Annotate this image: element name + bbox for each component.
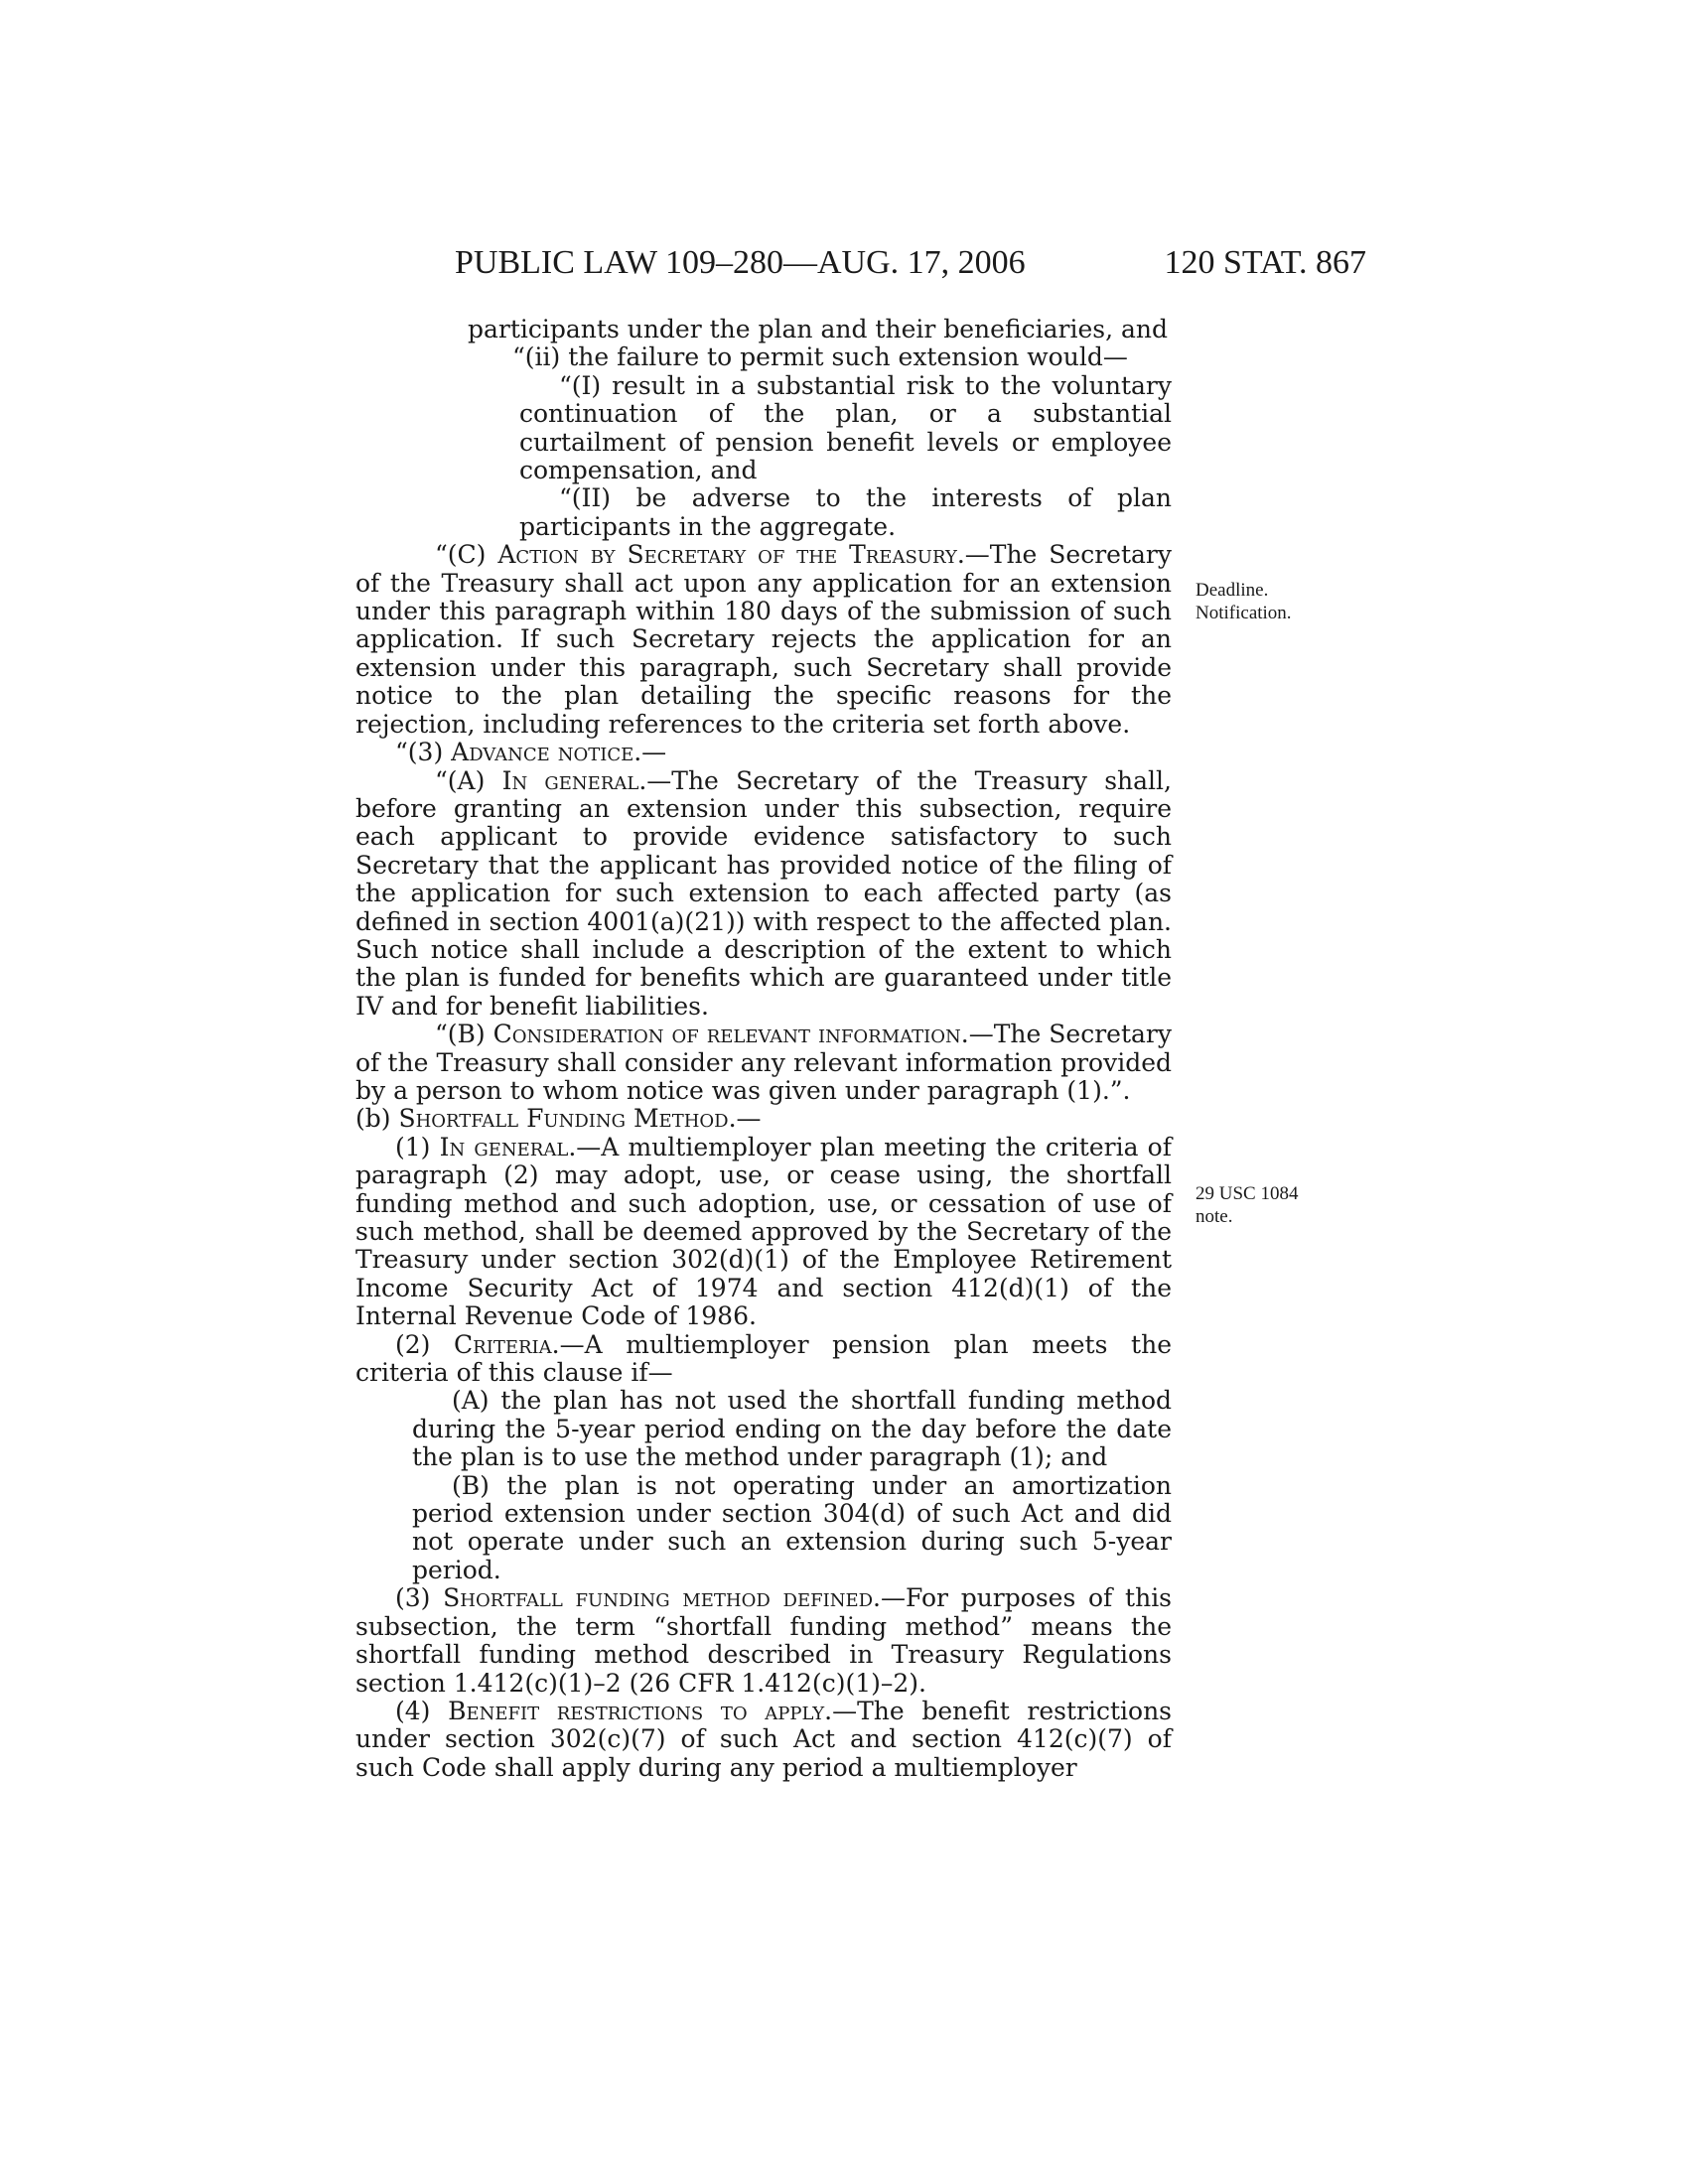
paragraph-lead: (4): [395, 1696, 449, 1725]
paragraph: (B) the plan is not operating under an amortization period extension under section 304(d) of such Act and did not operate under such an extension during such 5-year period.: [412, 1470, 1172, 1584]
margin-note-usc-note-line: note.: [1196, 1206, 1233, 1227]
paragraph-shortfall-defined: [355, 1584, 1172, 1698]
paragraph-consideration: [355, 1021, 1172, 1105]
paragraph-in-general: [355, 767, 1172, 1022]
paragraph-lead: “(3): [395, 738, 452, 767]
paragraph-heading: Shortfall funding method defined: [443, 1583, 874, 1613]
margin-note-deadline: [1196, 579, 1292, 624]
paragraph-text: .—A multiemployer plan meeting the criteria of paragraph (2) may adopt, use, or cease using, the shortfall funding method and such adoption, use, or cessation of use of such method, shall be deemed approved by the Secretary of the Treasury under section 302(d)(1) of the Employee Retirement Income Security Act of 1974 and section 412(d)(1) of the Internal Revenue Code of 1986.: [355, 1132, 1172, 1331]
document-body: [355, 316, 1172, 1782]
paragraph-advance-notice: [355, 739, 1172, 766]
paragraph-criteria: [355, 1331, 1172, 1388]
page-header: [455, 244, 1366, 288]
paragraph-action-by-secretary: [355, 541, 1172, 739]
paragraph-heading: In general: [501, 765, 639, 795]
paragraph-benefit-restrictions: [355, 1698, 1172, 1782]
paragraph-text: .—A multiemployer pension plan meets the criteria of this clause if—: [355, 1329, 1172, 1388]
paragraph-heading: Benefit restrictions to apply: [448, 1696, 825, 1725]
paragraph: “(ii) the failure to permit such extension would—: [512, 342, 1128, 372]
margin-note-usc: [1196, 1182, 1298, 1228]
margin-note-deadline-line: Deadline.: [1196, 580, 1269, 601]
paragraph-heading: Consideration of relevant information: [492, 1020, 961, 1049]
paragraph-heading: Shortfall Funding Method: [398, 1104, 729, 1134]
paragraph-lead: (2): [395, 1329, 455, 1359]
paragraph-shortfall-funding-method: [355, 1105, 1172, 1133]
margin-note-notification-line: Notification.: [1196, 603, 1292, 623]
paragraph-lead: “(A): [435, 765, 502, 795]
paragraph-lead: (b): [355, 1104, 399, 1134]
header-public-law: PUBLIC LAW 109–280—AUG. 17, 2006: [455, 244, 1026, 281]
paragraph-heading: Criteria: [454, 1329, 552, 1359]
paragraph-text: .—The Secretary of the Treasury shall consider any relevant information provided by a person to whom notice was given under paragraph (1).”.: [355, 1020, 1172, 1105]
paragraph-heading: In general: [439, 1132, 569, 1161]
paragraph-text: .—The Secretary of the Treasury shall act upon any application for an extension under this paragraph within 180 days of the submission of such application. If such Secretary rejects the application for an extension under this paragraph, such Secretary shall provide notice to the plan detailing the specific reasons for the rejection, including references to the criteria set forth above.: [355, 540, 1172, 739]
margin-note-usc-line: 29 USC 1084: [1196, 1183, 1299, 1204]
paragraph-lead: “(B): [435, 1020, 493, 1049]
paragraph-text: .—For purposes of this subsection, the term “shortfall funding method” means the shortfall funding method described in Treasury Regulations section 1.412(c)(1)–2 (26 CFR 1.412(c)(1)–2).: [355, 1583, 1173, 1698]
paragraph-heading: Advance notice: [451, 738, 634, 767]
header-stat-page: 120 STAT. 867: [1164, 244, 1366, 281]
paragraph-text: .—The Secretary of the Treasury shall, before granting an extension under this subsection, require each applicant to provide evidence satisfactory to such Secretary that the applicant has provided notice of the filing of the application for such extension to each affected party (as defined in section 4001(a)(21)) with respect to the affected plan. Such notice shall include a description of the extent to which the plan is funded for benefits which are guaranteed under title IV and for benefit liabilities.: [355, 765, 1172, 1021]
paragraph-text: .—: [728, 1104, 762, 1134]
paragraph-text: .—The benefit restrictions under section 302(c)(7) of such Act and section 412(c)(7) of such Code shall apply during any period a multiemployer: [355, 1696, 1173, 1782]
paragraph-lead: (3): [395, 1583, 444, 1613]
paragraph-text: .—: [633, 738, 667, 767]
paragraph: “(II) be adverse to the interests of plan participants in the aggregate.: [519, 483, 1172, 541]
paragraph-heading: Action by Secretary of the Treasury: [497, 540, 957, 570]
paragraph-lead: (1): [395, 1132, 440, 1161]
paragraph-in-general-b1: [355, 1134, 1172, 1331]
paragraph: “(I) result in a substantial risk to the voluntary continuation of the plan, or a substantial curtailment of pension benefit levels or employee compensation, and: [519, 370, 1172, 485]
paragraph-lead: “(C): [435, 540, 498, 570]
paragraph: participants under the plan and their beneficiaries, and: [468, 315, 1169, 343]
paragraph: (A) the plan has not used the shortfall funding method during the 5-year period ending on the day before the date the plan is to use the method under paragraph (1); and: [412, 1386, 1172, 1472]
